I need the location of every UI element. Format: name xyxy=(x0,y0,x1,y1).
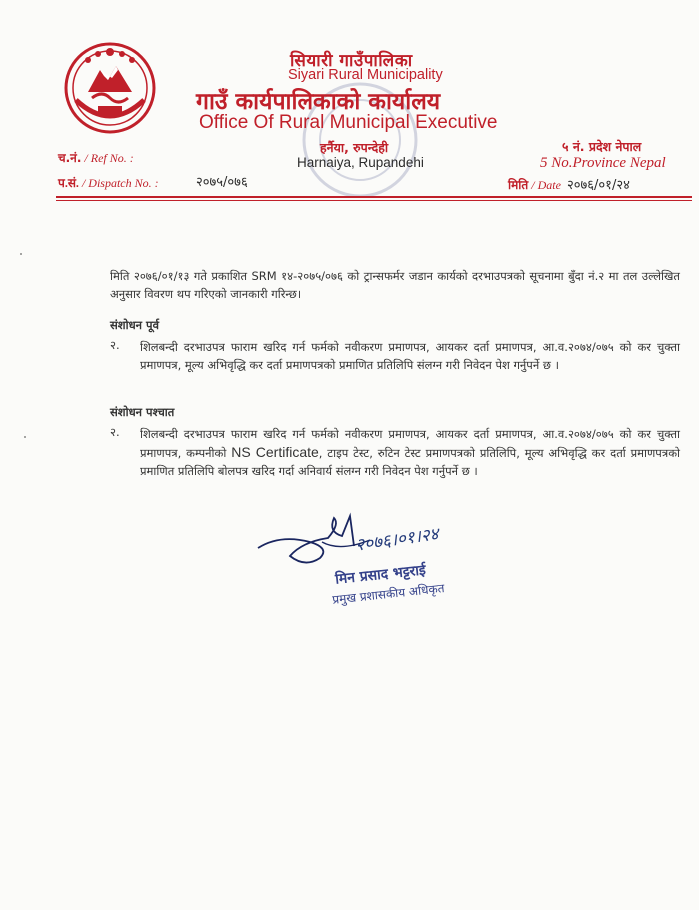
header-rule-thin xyxy=(56,200,692,201)
office-name-english: Office Of Rural Municipal Executive xyxy=(199,112,498,133)
ref-label-english: / Ref No. : xyxy=(84,151,134,165)
amendment-after-heading: संशोधन पश्चात xyxy=(110,405,175,419)
scan-speck xyxy=(20,253,22,255)
date-label xyxy=(508,176,561,193)
nepal-emblem-icon xyxy=(62,40,158,136)
office-name-nepali: गाउँ कार्यपालिकाको कार्यालय xyxy=(196,89,441,115)
amendment-before-text: शिलबन्दी दरभाउपत्र फाराम खरिद गर्न फर्मको नवीकरण प्रमाणपत्र, आयकर दर्ता प्रमाणपत्र, आ.व.२०७४/०७५ को कर चुक्ता प्रमाणपत्र, मूल्य अभिवृद्धि कर दर्ता प्रमाणपत्रको प्रमाणित प्रतिलिपि संलग्न गरी निवेदन पेश गर्नुपर्ने छ । xyxy=(140,340,680,372)
dispatch-no-label xyxy=(58,174,159,191)
item-number-after: २. xyxy=(110,425,120,439)
ref-no-label xyxy=(58,149,134,166)
amendment-after-text xyxy=(140,425,680,480)
location-english: Harnaiya, Rupandehi xyxy=(297,155,424,170)
org-name-english: Siyari Rural Municipality xyxy=(288,67,443,83)
location-nepali: हर्नैया, रुपन्देही xyxy=(320,140,389,155)
dispatch-label-nepali: प.सं. xyxy=(58,176,79,190)
province-english: 5 No.Province Nepal xyxy=(540,155,666,171)
date-label-nepali: मिति xyxy=(508,178,529,192)
amendment-before-heading: संशोधन पूर्व xyxy=(110,318,159,332)
signature-date: २०७६।०१।२४ xyxy=(354,524,440,556)
province-nepali: ५ नं. प्रदेश नेपाल xyxy=(562,139,642,154)
item-number-before: २. xyxy=(110,338,120,352)
after-text-part1: शिलबन्दी दरभाउपत्र फाराम खरिद गर्न फर्मको नवीकरण प्रमाणपत्र, आयकर दर्ता प्रमाणपत्र, आ.व.२०७४/०७५ को कर चुक्ता प्रमाणपत्र, कम्पनीको xyxy=(140,427,680,460)
date-value: २०७६/०१/२४ xyxy=(567,178,630,193)
ref-label-nepali: च.नं. xyxy=(58,151,82,165)
date-label-english: / Date xyxy=(531,178,561,192)
dispatch-no-value: २०७५/०७६ xyxy=(196,175,248,190)
org-name-nepali: सियारी गाउँपालिका xyxy=(290,51,413,71)
dispatch-label-english: / Dispatch No. : xyxy=(81,176,159,190)
ns-certificate-text: NS Certificate xyxy=(231,444,319,460)
scan-speck xyxy=(24,436,26,438)
signatory-title: प्रमुख प्रशासकीय अधिकृत xyxy=(331,581,446,607)
header-rule-thick xyxy=(56,196,692,198)
intro-paragraph: मिति २०७६/०१/१३ गते प्रकाशित SRM १४-२०७५/०७६ को ट्रान्सफर्मर जडान कार्यको दरभाउपत्रको सूचनामा बुँदा नं.२ मा तल उल्लेखित अनुसार विवरण थप गरिएको जानकारी गरिन्छ। xyxy=(110,269,680,301)
after-text-part2: , टाइप टेस्ट, रुटिन टेस्ट प्रमाणपत्रको प्रतिलिपि, मूल्य अभिवृद्धि कर दर्ता प्रमाणपत्रको प्रमाणित प्रतिलिपि बोलपत्र खरिद गर्दा अनिवार्य संलग्न गरी निवेदन पेश गर्नुपर्ने छ । xyxy=(140,446,681,478)
signatory-name: मिन प्रसाद भट्टराई xyxy=(334,562,427,588)
